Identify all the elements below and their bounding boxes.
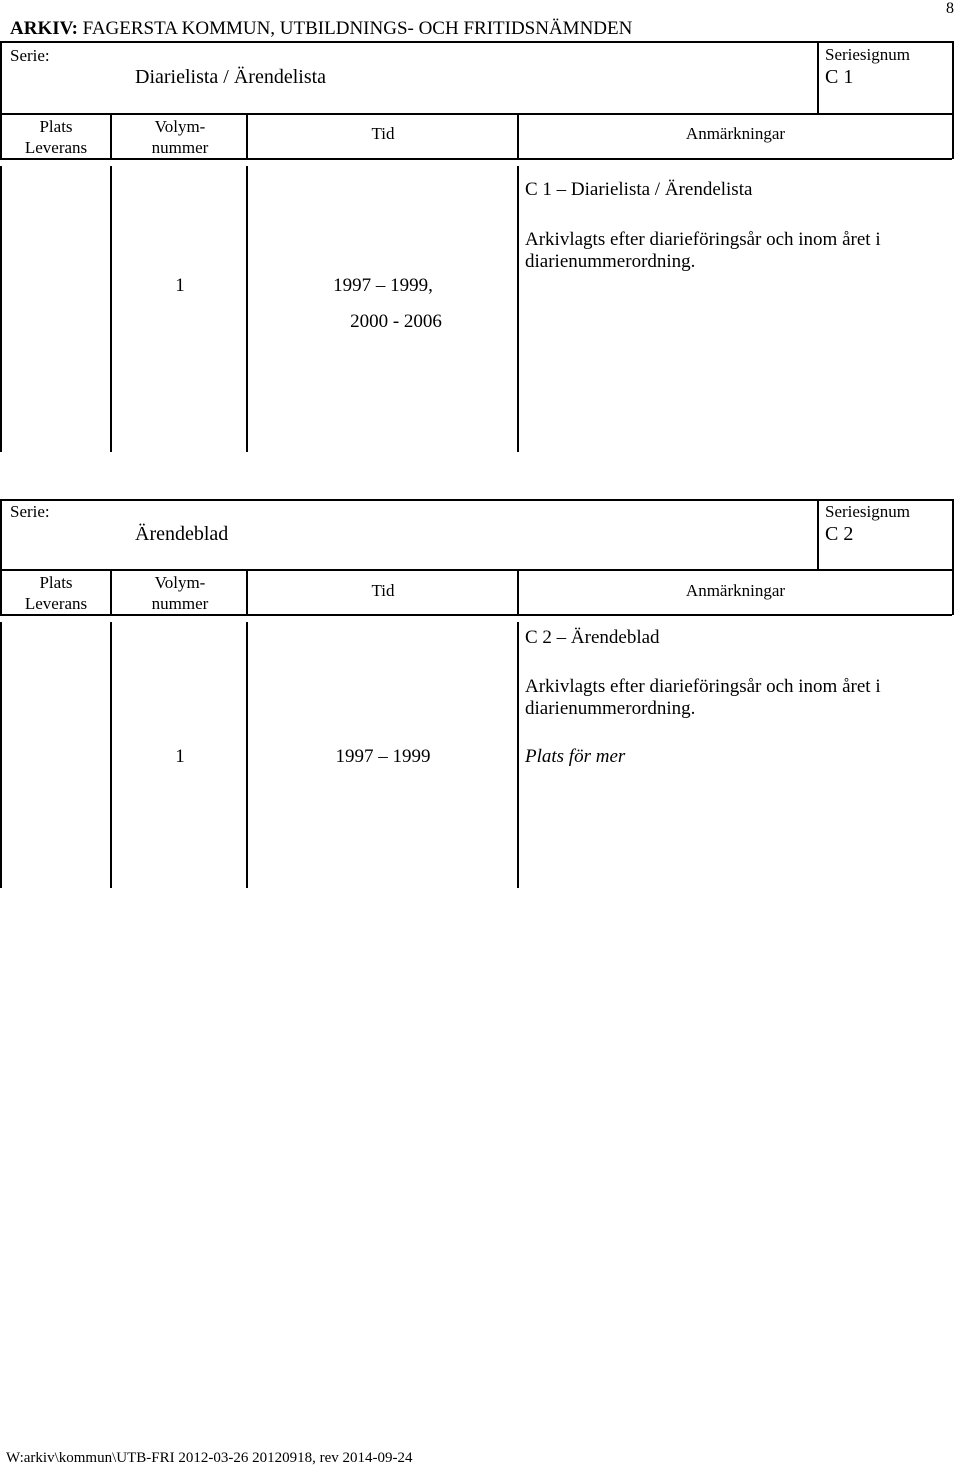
series-c1-note-line1: Arkivlagts efter diarieföringsår och inom året i [525, 229, 881, 250]
series-c1-body-div1 [110, 166, 112, 452]
series-c2-col-anmarkningar: Anmärkningar [685, 581, 786, 600]
series-c1-signum-label: Seriesignum [825, 45, 910, 64]
series-c1-right-border [952, 41, 954, 159]
series-c1-col-anmarkningar: Anmärkningar [685, 124, 786, 143]
series-c2-note-title: C 2 – Ärendeblad [525, 627, 660, 648]
series-c1-serie-label: Serie: [10, 46, 50, 65]
series-c2-col-plats [0, 572, 112, 614]
series-c2-header-bottom [0, 614, 952, 616]
series-c2-serie-name: Ärendeblad [135, 523, 229, 545]
series-c1-body-left [0, 166, 2, 452]
series-c1-body-div3 [517, 166, 519, 452]
col-volym-label: Volym- [154, 573, 206, 592]
series-c1-col-volym [112, 116, 248, 158]
series-c1-signum-divider [817, 41, 819, 113]
series-c1-top-border [0, 41, 952, 43]
series-c2-tid-line1: 1997 – 1999 [335, 746, 431, 767]
col-nummer-label: nummer [151, 138, 209, 157]
page-number: 8 [946, 0, 954, 17]
series-c2-body-left [0, 622, 2, 888]
col-leverans-label: Leverans [24, 138, 88, 157]
series-c1-note-title: C 1 – Diarielista / Ärendelista [525, 179, 753, 200]
series-c2-col-volym [112, 572, 248, 614]
series-c1-header-top [0, 113, 952, 115]
series-c1-col-tid: Tid [371, 124, 395, 143]
series-c2-signum-label: Seriesignum [825, 502, 910, 521]
series-c2-note-line1: Arkivlagts efter diarieföringsår och inom året i [525, 676, 881, 697]
archive-label: ARKIV: [10, 18, 78, 39]
series-c1-signum: C 1 [825, 66, 854, 88]
col-plats-label: Plats [39, 117, 73, 136]
series-c1-col-plats [0, 116, 112, 158]
series-c1-note-line2: diarienummerordning. [525, 251, 696, 272]
col-nummer-label: nummer [151, 594, 209, 613]
series-c2-signum-divider [817, 499, 819, 569]
col-plats-label: Plats [39, 573, 73, 592]
series-c1-tid-line1: 1997 – 1999, [333, 275, 433, 296]
series-c2-top-border [0, 499, 952, 501]
series-c1-header-bottom [0, 158, 952, 160]
archive-name: FAGERSTA KOMMUN, UTBILDNINGS- OCH FRITIDSNÄMNDEN [82, 18, 633, 39]
series-c2-header-top [0, 569, 952, 571]
series-c2-volume: 1 [175, 746, 185, 767]
series-c2-col-tid: Tid [371, 581, 395, 600]
series-c2-note-extra: Plats för mer [525, 746, 626, 767]
series-c2-right-border [952, 499, 954, 615]
series-c1-body-div2 [246, 166, 248, 452]
series-c2-note-line2: diarienummerordning. [525, 698, 696, 719]
series-c1-volume: 1 [175, 275, 185, 296]
series-c1-serie-name: Diarielista / Ärendelista [135, 66, 327, 88]
col-leverans-label: Leverans [24, 594, 88, 613]
series-c1-tid-line2: 2000 - 2006 [350, 311, 442, 332]
series-c2-serie-label: Serie: [10, 502, 50, 521]
col-volym-label: Volym- [154, 117, 206, 136]
archive-title [10, 18, 632, 40]
footer-path: W:arkiv\kommun\UTB-FRI 2012-03-26 20120918, rev 2014-09-24 [6, 1450, 413, 1466]
series-c2-signum: C 2 [825, 523, 854, 545]
